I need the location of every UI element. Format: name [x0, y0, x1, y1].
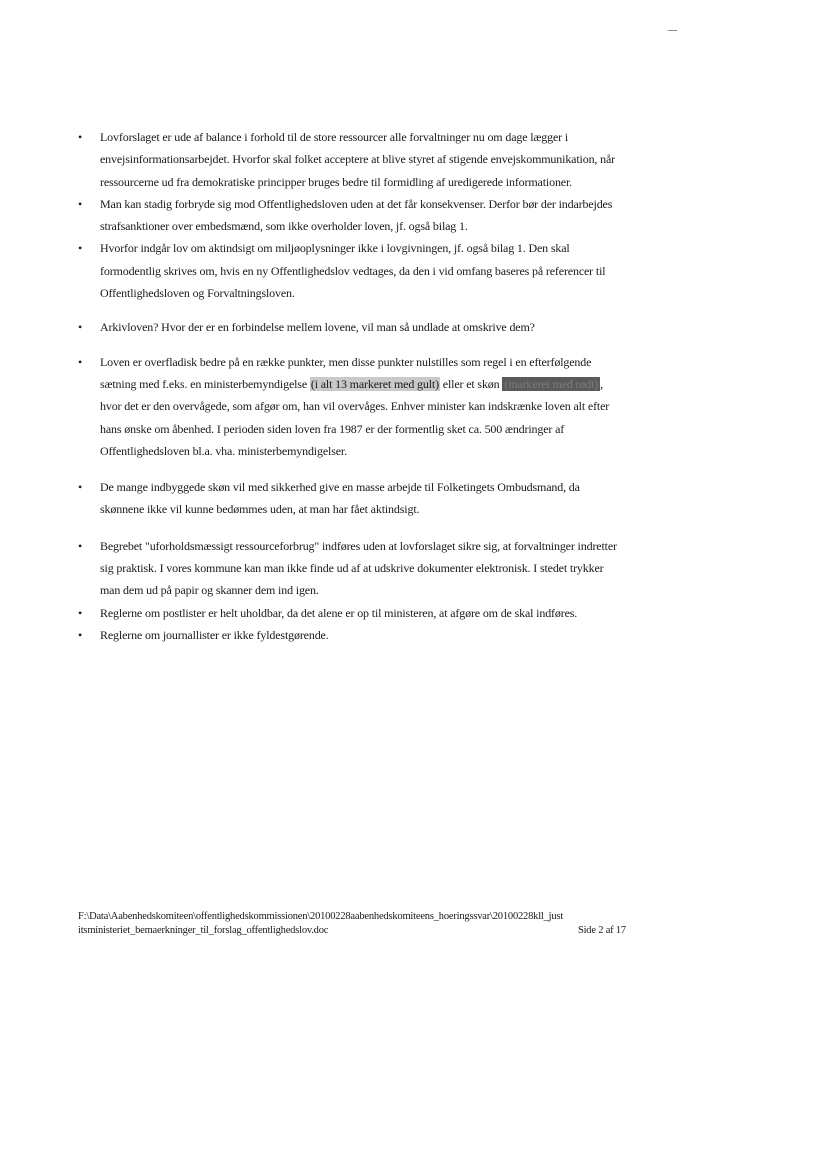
bullet-text: , hvor det er den overvågede, som afgør om, han vil overvåges. Enhver minister kan indskrænke loven alt efter hans ønske om åbenhed. I perioden siden loven fra 1987 er der formentlig sket ca. 500 ændringer af Offentlighedsloven bl.a. vha. ministerbemyndigelser. — [100, 376, 610, 458]
bullet-text: Reglerne om postlister er helt uholdbar, da det alene er op til ministeren, at afgøre om de skal indføres. — [100, 605, 578, 620]
bullet-text: De mange indbyggede skøn vil med sikkerhed give en masse arbejde til Folketingets Ombudsmand, da skønnene ikke vil kunne bedømmes uden, at man har fået aktindsigt. — [100, 480, 580, 517]
highlight-yellow-note: (i alt 13 markeret med gult) — [310, 376, 439, 391]
bullet-text: Loven er overfladisk bedre på en række punkter, men disse punkter nulstilles som regel i en efterfølgende sætning med f.eks. en ministerbemyndigelse — [100, 354, 592, 391]
page-number: Side 2 af 17 — [577, 925, 626, 936]
bullet-item-1 — [78, 126, 626, 193]
bullet-text: Hvorfor indgår lov om aktindsigt om miljøoplysninger ikke i lovgivningen, jf. også bilag 1. Den skal formodentlig skrives om, hvis en ny Offentlighedslov vedtages, da den i vid omfang baseres på referencer til Offentlighedsloven og Forvaltningsloven. — [100, 241, 606, 301]
bullet-text: Lovforslaget er ude af balance i forhold til de store ressourcer alle forvaltninger nu om dage lægger i envejsinformationsarbejdet. Hvorfor skal folket acceptere at blive styret af stigende envejskommunikation, når ressourcerne ud fra demokratiske principper bruges bedre til formidling af uredigerede informationer. — [100, 130, 615, 189]
bullet-item-5 — [78, 351, 626, 462]
footer-file-path: F:\Data\Aabenhedskomiteen\offentlighedskommissionen\20100228aabenhedskomiteens_hoeringssvar\20100228kll_just — [78, 911, 564, 922]
footer-file-path-cont: itsministeriet_bemaerkninger_til_forslag_offentlighedslov.doc — [78, 925, 329, 936]
scan-mark — [668, 30, 677, 31]
bullet-text: eller et skøn — [439, 376, 503, 391]
bullet-list — [78, 126, 626, 646]
bullet-item-3 — [78, 237, 626, 304]
bullet-text: Reglerne om journallister er ikke fyldestgørende. — [100, 627, 329, 642]
bullet-item-6 — [78, 476, 626, 521]
bullet-item-8 — [78, 602, 626, 624]
bullet-item-2 — [78, 193, 626, 238]
bullet-item-7 — [78, 535, 626, 602]
page-footer — [78, 910, 626, 938]
bullet-text: Arkivloven? Hvor der er en forbindelse mellem lovene, vil man så undlade at omskrive dem? — [100, 320, 535, 335]
bullet-item-4 — [78, 316, 626, 338]
highlight-red-note: (markeret med rødt) — [504, 376, 599, 391]
bullet-text: Man kan stadig forbryde sig mod Offentlighedsloven uden at det får konsekvenser. Derfor bør der indarbejdes strafsanktioner over embedsmænd, som ikke overholder loven, jf. også bilag 1. — [100, 196, 613, 234]
bullet-item-9 — [78, 624, 626, 646]
bullet-text: Begrebet "uforholdsmæssigt ressourceforbrug" indføres uden at lovforslaget sikre sig, at forvaltninger indretter sig praktisk. I vores kommune kan man ikke finde ud af at udskrive dokumenter elektronisk. I stedet trykker man dem ud på papir og skanner dem ind igen. — [100, 538, 617, 598]
